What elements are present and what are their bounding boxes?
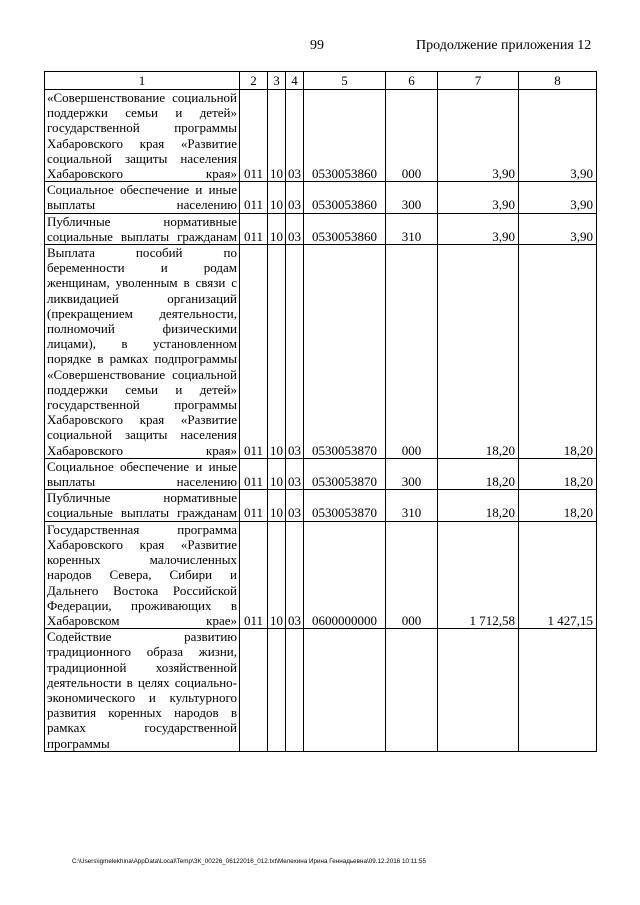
cell-section: 10 xyxy=(268,182,286,213)
column-header: 8 xyxy=(519,72,597,90)
cell-amount-1: 18,20 xyxy=(438,458,519,489)
column-header: 5 xyxy=(304,72,386,90)
cell-expense-type xyxy=(386,629,438,752)
row-description: Социальное обеспечение и иные выплаты населению xyxy=(45,182,240,213)
table-row xyxy=(45,213,597,244)
cell-expense-type: 310 xyxy=(386,213,438,244)
cell-section: 10 xyxy=(268,458,286,489)
cell-ministry: 011 xyxy=(240,521,268,628)
cell-ministry: 011 xyxy=(240,213,268,244)
cell-target-article: 0600000000 xyxy=(304,521,386,628)
column-header: 4 xyxy=(286,72,304,90)
cell-amount-2: 3,90 xyxy=(519,90,597,182)
appendix-continuation-title: Продолжение приложения 12 xyxy=(416,38,592,53)
row-description: Выплата пособий по беременности и родам женщинам, уволенным в связи с ликвидацией организаций (прекращением деятельности, полномочий физическими лицами), в установленном порядке в рамках подпрограммы «Совершенствование социальной поддержки семьи и детей» государственной программы Хабаровского края «Развитие социальной защиты населения Хабаровского края» xyxy=(45,245,240,459)
cell-amount-1: 1 712,58 xyxy=(438,521,519,628)
cell-expense-type: 300 xyxy=(386,458,438,489)
cell-target-article: 0530053870 xyxy=(304,458,386,489)
cell-amount-2: 18,20 xyxy=(519,490,597,521)
table-row xyxy=(45,90,597,182)
cell-section: 10 xyxy=(268,521,286,628)
cell-expense-type: 300 xyxy=(386,182,438,213)
cell-amount-2: 3,90 xyxy=(519,213,597,244)
cell-amount-2 xyxy=(519,629,597,752)
cell-expense-type: 000 xyxy=(386,245,438,459)
row-description: Содействие развитию традиционного образа жизни, традиционной хозяйственной деятельности в целях социально-экономического и культурного развития коренных народов в рамках государственной программы xyxy=(45,629,240,752)
row-description: Государственная программа Хабаровского края «Развитие коренных малочисленных народов Севера, Сибири и Дальнего Востока Российской Федерации, проживающих в Хабаровском крае» xyxy=(45,521,240,628)
table-row xyxy=(45,458,597,489)
column-header: 3 xyxy=(268,72,286,90)
cell-amount-1: 18,20 xyxy=(438,490,519,521)
cell-subsection: 03 xyxy=(286,90,304,182)
cell-ministry: 011 xyxy=(240,245,268,459)
cell-amount-2: 3,90 xyxy=(519,182,597,213)
cell-ministry: 011 xyxy=(240,182,268,213)
cell-target-article: 0530053860 xyxy=(304,90,386,182)
cell-subsection: 03 xyxy=(286,490,304,521)
cell-section xyxy=(268,629,286,752)
cell-target-article xyxy=(304,629,386,752)
table-row xyxy=(45,521,597,628)
table-row xyxy=(45,182,597,213)
table-row xyxy=(45,245,597,459)
budget-table xyxy=(44,71,597,752)
cell-subsection: 03 xyxy=(286,458,304,489)
cell-ministry: 011 xyxy=(240,90,268,182)
cell-section: 10 xyxy=(268,213,286,244)
cell-subsection: 03 xyxy=(286,182,304,213)
column-header: 6 xyxy=(386,72,438,90)
cell-amount-1: 3,90 xyxy=(438,213,519,244)
cell-amount-1: 3,90 xyxy=(438,182,519,213)
table-row xyxy=(45,629,597,752)
cell-target-article: 0530053870 xyxy=(304,490,386,521)
column-header: 2 xyxy=(240,72,268,90)
cell-amount-2: 18,20 xyxy=(519,245,597,459)
row-description: Социальное обеспечение и иные выплаты населению xyxy=(45,458,240,489)
cell-subsection: 03 xyxy=(286,245,304,459)
cell-subsection: 03 xyxy=(286,521,304,628)
cell-expense-type: 310 xyxy=(386,490,438,521)
cell-expense-type: 000 xyxy=(386,90,438,182)
cell-amount-1: 18,20 xyxy=(438,245,519,459)
column-header: 7 xyxy=(438,72,519,90)
row-description: Публичные нормативные социальные выплаты гражданам xyxy=(45,213,240,244)
cell-amount-2: 1 427,15 xyxy=(519,521,597,628)
cell-ministry xyxy=(240,629,268,752)
column-header: 1 xyxy=(45,72,240,90)
page-number: 99 xyxy=(310,38,324,53)
cell-amount-1: 3,90 xyxy=(438,90,519,182)
cell-section: 10 xyxy=(268,245,286,459)
row-description: Публичные нормативные социальные выплаты гражданам xyxy=(45,490,240,521)
file-path-footer: C:\Users\igmelekhina\AppData\Local\Temp\ЗК_00226_06122016_012.txt\Мелехина Ирина Геннадьевна\09.12.2016 10:11:55 xyxy=(72,858,427,865)
cell-section: 10 xyxy=(268,490,286,521)
cell-target-article: 0530053860 xyxy=(304,182,386,213)
cell-expense-type: 000 xyxy=(386,521,438,628)
cell-section: 10 xyxy=(268,90,286,182)
cell-ministry: 011 xyxy=(240,458,268,489)
cell-subsection xyxy=(286,629,304,752)
cell-subsection: 03 xyxy=(286,213,304,244)
cell-target-article: 0530053870 xyxy=(304,245,386,459)
cell-ministry: 011 xyxy=(240,490,268,521)
cell-target-article: 0530053860 xyxy=(304,213,386,244)
table-row xyxy=(45,490,597,521)
cell-amount-2: 18,20 xyxy=(519,458,597,489)
table-header-row xyxy=(45,72,597,90)
row-description: «Совершенствование социальной поддержки семьи и детей» государственной программы Хабаровского края «Развитие социальной защиты населения Хабаровского края» xyxy=(45,90,240,182)
cell-amount-1 xyxy=(438,629,519,752)
